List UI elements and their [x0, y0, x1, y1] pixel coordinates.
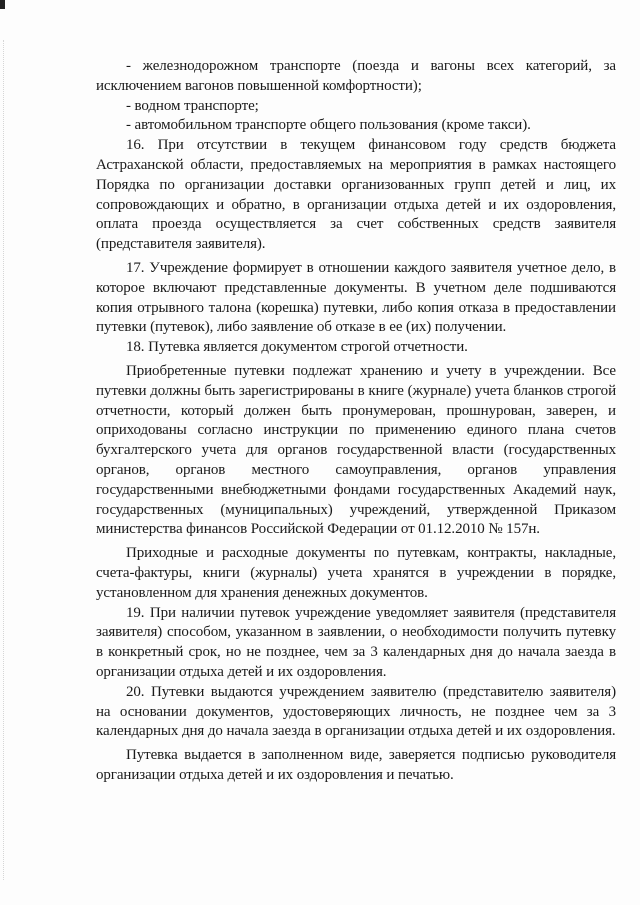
scan-edge-line	[3, 40, 5, 880]
paragraph-voucher-documents: Приходные и расходные документы по путевкам, контракты, накладные, счета-фактуры, книги (журналы) учета хранятся в учреждении в порядке, установленном для хранения денежных документов.	[96, 545, 616, 601]
list-item-rail-transport: - железнодорожном транспорте (поезда и вагоны всех категорий, за исключением вагонов повышенной комфортности);	[96, 58, 616, 94]
clause-16: 16. При отсутствии в текущем финансовом году средств бюджета Астраханской области, предоставляемых на мероприятия в рамках настоящего Порядка по организации доставки организованных групп детей и лиц, их сопровождающих и обратно, в организации отдыха детей и их оздоровления, оплата проезда осуществляется за счет собственных средств заявителя (представителя заявителя).	[96, 137, 616, 253]
list-item-water-transport: - водном транспорте;	[126, 97, 259, 114]
clause-20: 20. Путевки выдаются учреждением заявителю (представителю заявителя) на основании документов, удостоверяющих личность, не позднее чем за 3 календарных дня до начала заезда в организации отдыха детей и их оздоровления.	[96, 683, 616, 740]
paragraph-voucher-issuance: Путевка выдается в заполненном виде, заверяется подписью руководителя организации отдыха детей и их оздоровления и печатью.	[96, 747, 616, 783]
scan-corner-mark	[0, 0, 5, 9]
document-body	[96, 57, 616, 786]
clause-17: 17. Учреждение формирует в отношении каждого заявителя учетное дело, в которое включают представленные документы. В учетном деле подшиваются копия отрывного талона (корешка) путевки, либо копия отказа в предоставлении путевки (путевок), либо заявление об отказе в ее (их) получении.	[96, 259, 616, 336]
clause-18: 18. Путевка является документом строгой отчетности.	[126, 339, 468, 356]
clause-19: 19. При наличии путевок учреждение уведомляет заявителя (представителя заявителя) способом, указанном в заявлении, о необходимости получить путевку в конкретный срок, но не позднее, чем за 3 календарных дня до начала заезда в организации отдыха детей и их оздоровления.	[96, 604, 616, 680]
list-item-road-transport: - автомобильном транспорте общего пользования (кроме такси).	[126, 117, 531, 134]
paragraph-voucher-storage: Приобретенные путевки подлежат хранению и учету в учреждении. Все путевки должны быть зарегистрированы в книге (журнале) учета бланков строгой отчетности, который должен быть пронумерован, прошнурован, заверен, и оприходованы согласно инструкции по применению единого плана счетов бухгалтерского учета для органов государственной власти (государственных органов, органов местного самоуправления, органов управления государственными внебюджетными фондами государственных Академий наук, государственных (муниципальных) учреждений, утвержденной Приказом министерства финансов Российской Федерации от 01.12.2010 № 157н.	[96, 362, 616, 538]
